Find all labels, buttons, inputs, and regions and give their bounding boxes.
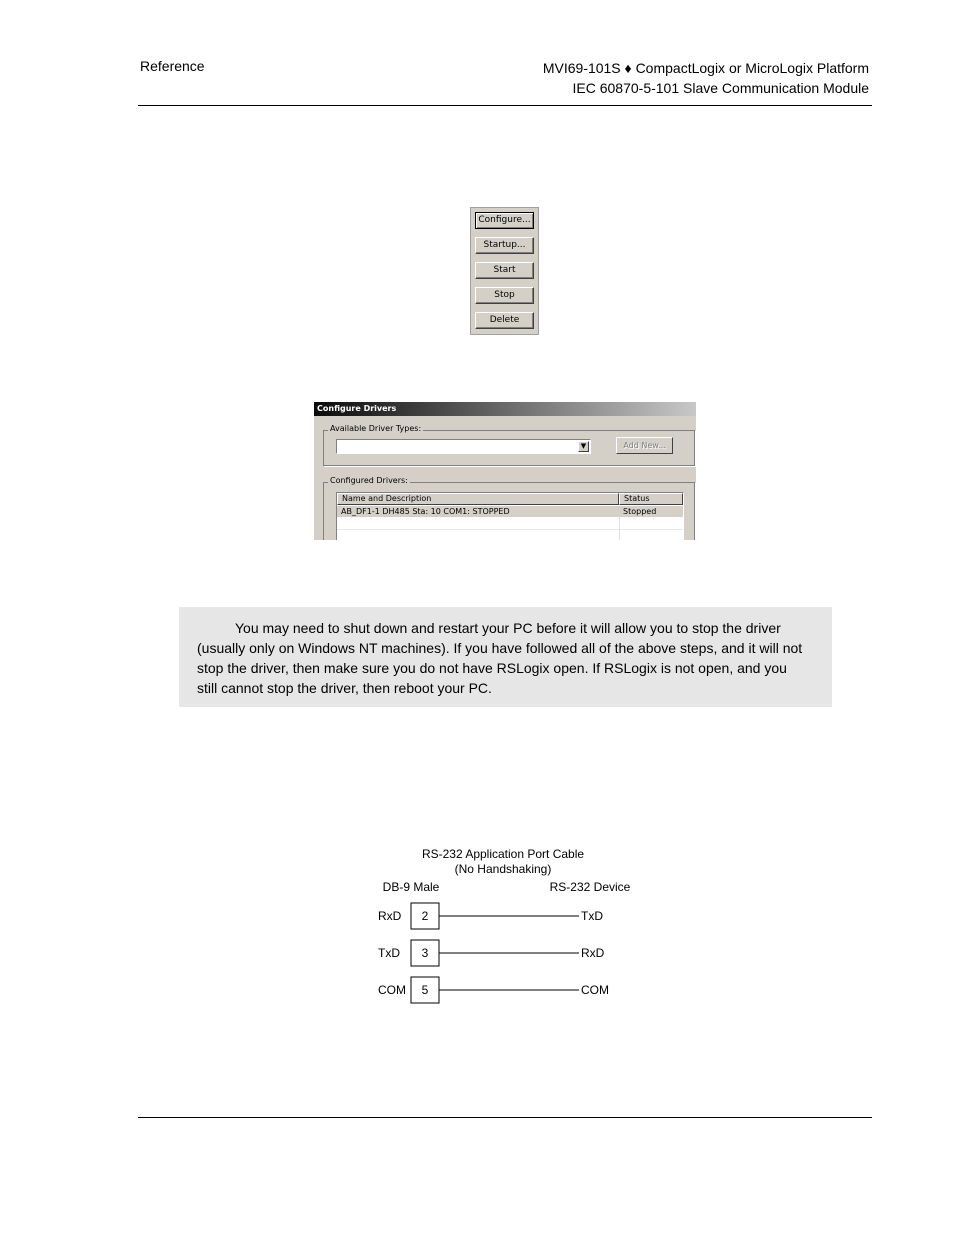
driver-status-cell: Stopped — [623, 507, 657, 516]
left-signal-label: TxD — [378, 946, 400, 960]
note-line-4: still cannot stop the driver, then reboot your PC. — [197, 680, 492, 696]
column-header-status[interactable]: Status — [619, 493, 683, 505]
note-line-1: You may need to shut down and restart your PC before it will allow you to stop the driver — [235, 620, 781, 636]
note-line-3: stop the driver, then make sure you do not have RSLogix open. If RSLogix is not open, and you — [197, 660, 787, 676]
column-header-name[interactable]: Name and Description — [337, 493, 619, 505]
note-line-2: (usually only on Windows NT machines). If you have followed all of the above steps, and it will not — [197, 640, 803, 656]
configured-drivers-label: Configured Drivers: — [330, 476, 408, 485]
configure-button[interactable]: Configure... — [475, 212, 534, 229]
right-signal-label: TxD — [581, 909, 603, 923]
right-device-header: RS-232 Device — [549, 880, 631, 894]
left-signal-label: RxD — [378, 909, 402, 923]
available-driver-label: Available Driver Types: — [330, 424, 422, 433]
footer-rule — [138, 1117, 872, 1118]
right-signal-label: RxD — [581, 946, 605, 960]
chevron-down-icon[interactable]: ▼ — [578, 441, 589, 452]
delete-button[interactable]: Delete — [475, 312, 534, 329]
header-section-label: Reference — [140, 58, 205, 74]
diagram-subtitle: (No Handshaking) — [454, 862, 552, 876]
header-product-line1: MVI69-101S ♦ CompactLogix or MicroLogix Platform — [542, 60, 869, 76]
left-signal-label: COM — [378, 983, 406, 997]
pin-number: 5 — [421, 983, 429, 997]
left-connector-header: DB-9 Male — [382, 880, 440, 894]
add-new-button[interactable]: Add New... — [616, 437, 673, 454]
pin-number: 3 — [421, 946, 429, 960]
driver-name-cell: AB_DF1-1 DH485 Sta: 10 COM1: STOPPED — [341, 507, 510, 516]
pin-number: 2 — [421, 909, 429, 923]
header-product-line2: IEC 60870-5-101 Slave Communication Module — [572, 80, 869, 96]
stop-button[interactable]: Stop — [475, 287, 534, 304]
startup-button[interactable]: Startup... — [475, 237, 534, 254]
start-button[interactable]: Start — [475, 262, 534, 279]
dialog-title: Configure Drivers — [314, 402, 696, 416]
diagram-title: RS-232 Application Port Cable — [421, 847, 585, 861]
right-signal-label: COM — [581, 983, 609, 997]
